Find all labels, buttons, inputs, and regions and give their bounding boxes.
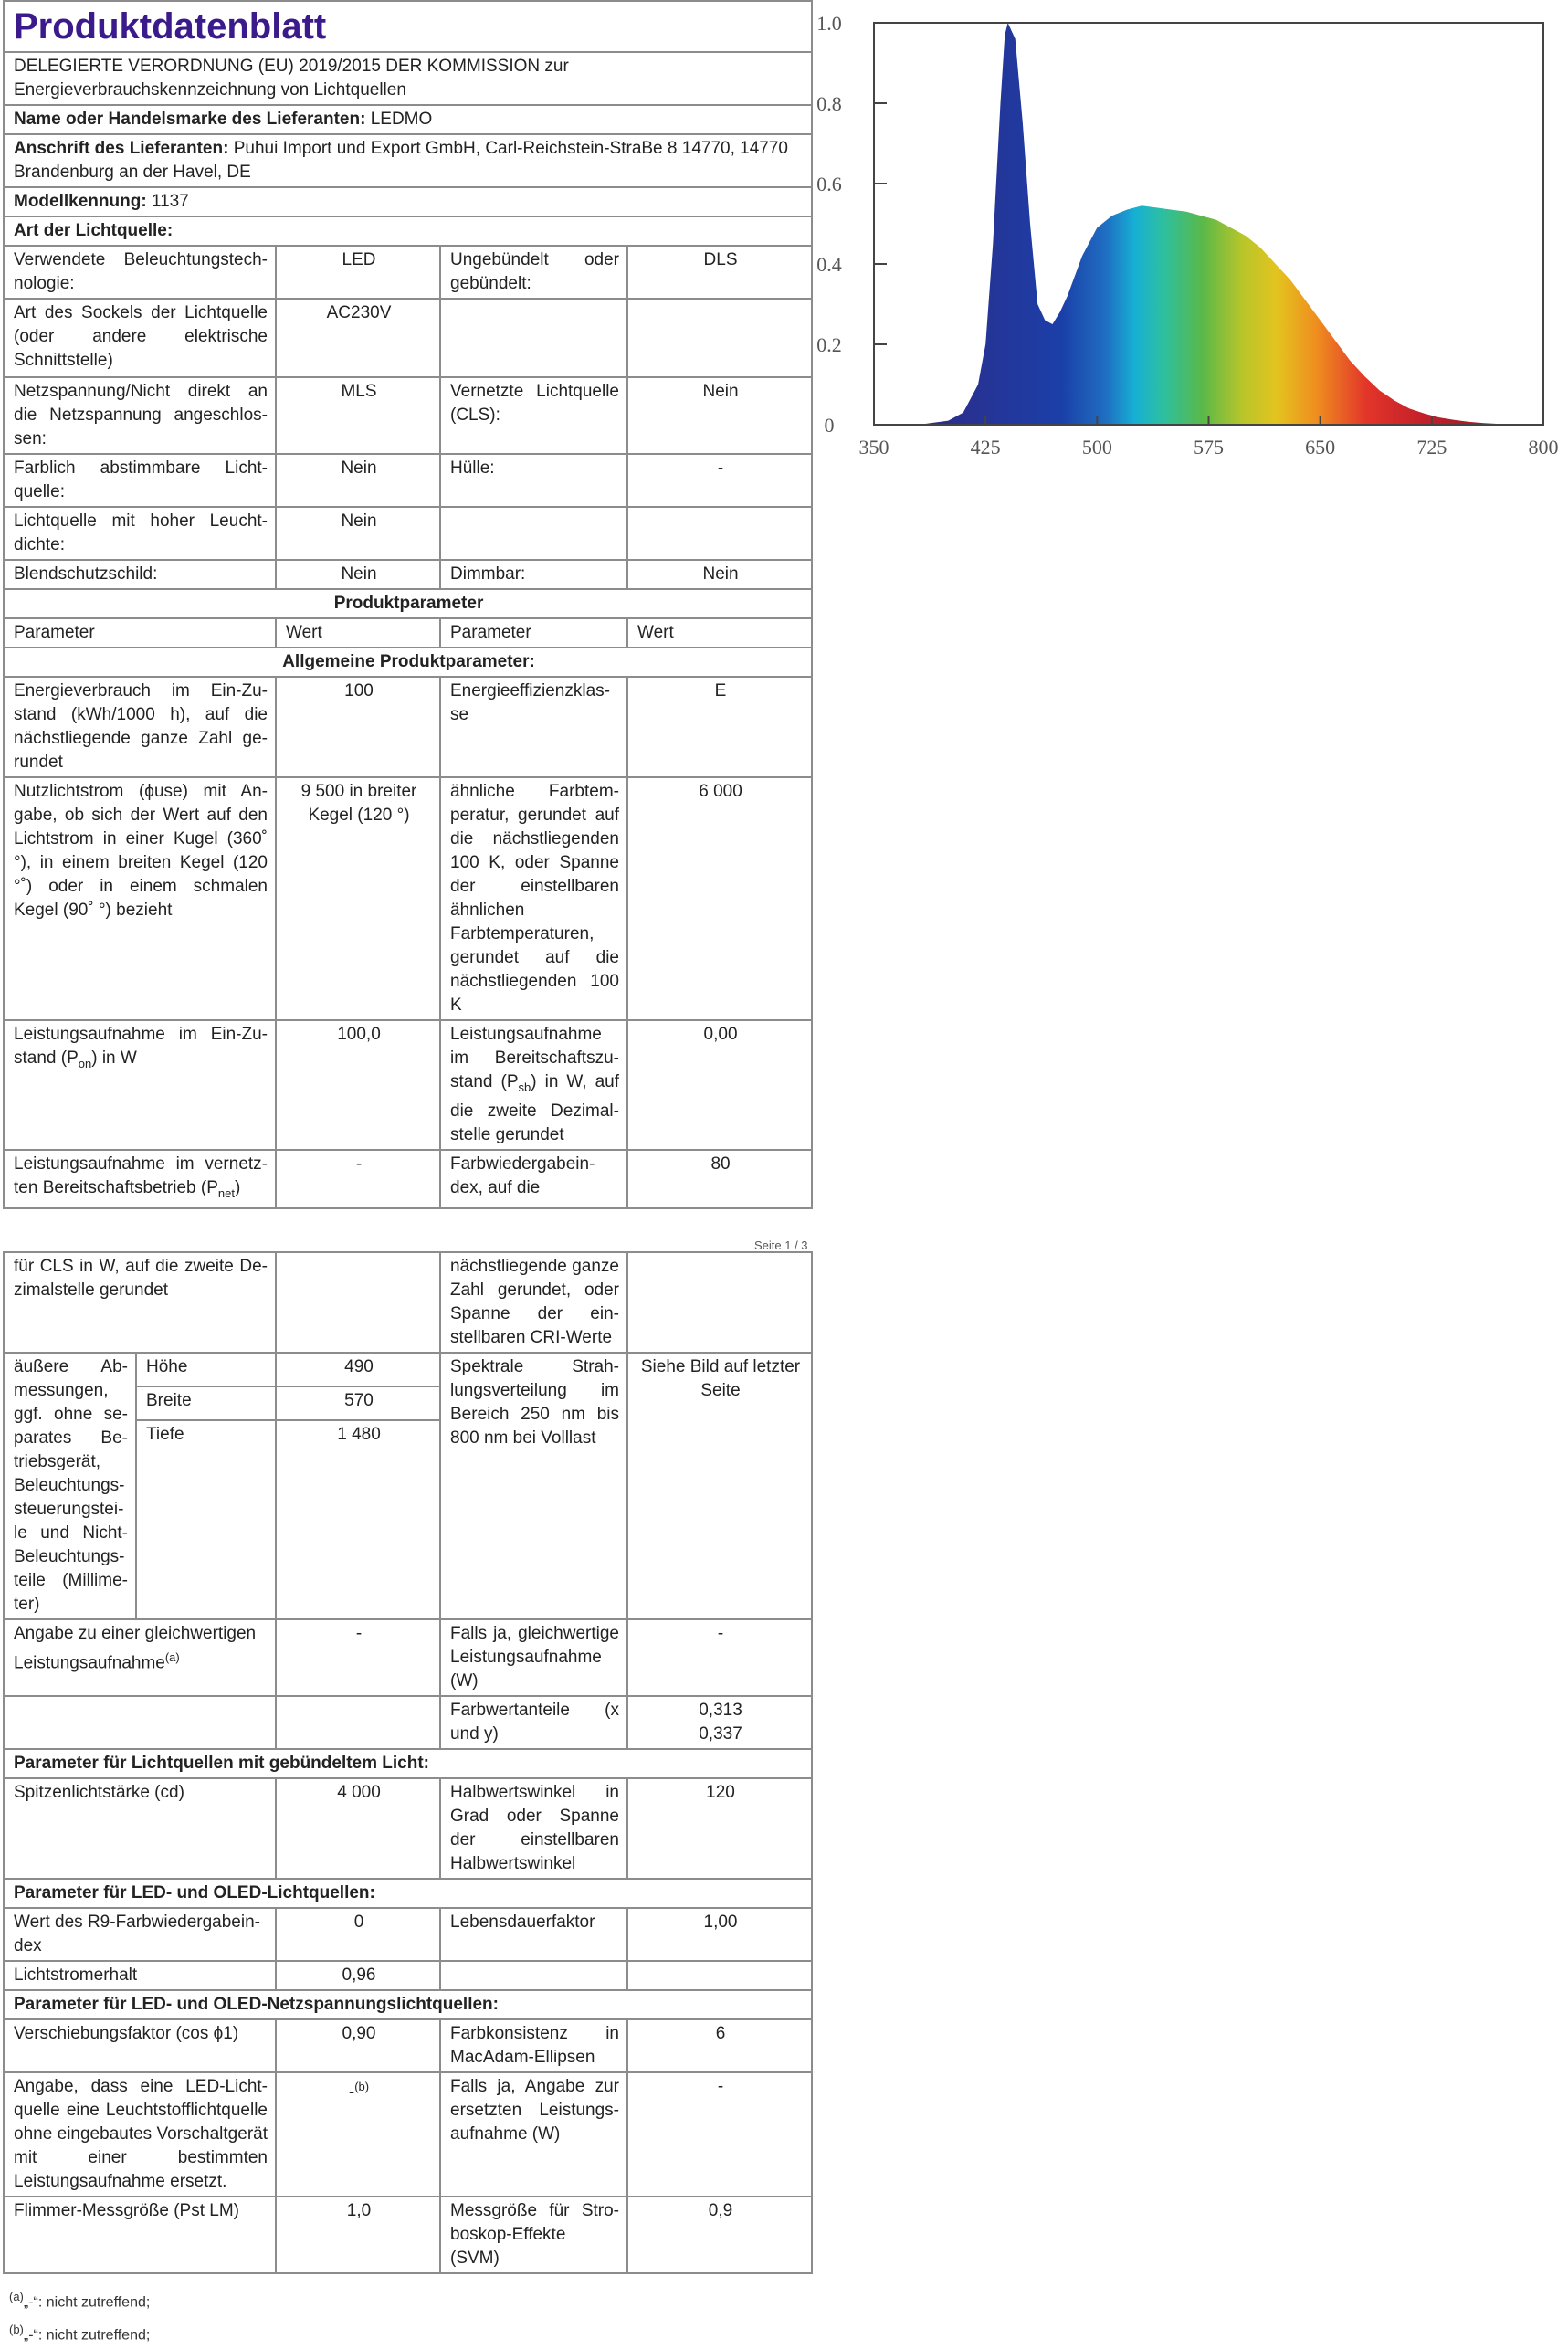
power-networked-sub: net bbox=[217, 1186, 235, 1200]
type-param: Vernetzte Lichtquelle (CLS): bbox=[440, 377, 627, 454]
cri-label: Farbwiedergabeindex, auf die bbox=[440, 1150, 627, 1208]
type-value: AC230V bbox=[276, 299, 440, 377]
r9-value: 0 bbox=[276, 1908, 440, 1961]
chromaticity-label: Farbwertanteile (x und y) bbox=[440, 1696, 627, 1749]
power-standby-text: Leistungsaufnahme im Bereitschaftszustand (P bbox=[450, 1025, 619, 1091]
luminous-flux-label: Nutzlichtstrom (ϕuse) mit Angabe, ob sich der Wert auf den Lichtstrom in einer Kugel (360˚ °), in einem breiten Kegel (120 °˚) oder in einem schmalen Kegel (90˚ °) bezieht bbox=[4, 777, 276, 1020]
model-value: 1137 bbox=[151, 192, 189, 211]
peak-intensity-label: Spitzenlichtstärke (cd) bbox=[4, 1778, 276, 1879]
section-title-produktparameter: Produktparameter bbox=[4, 589, 812, 618]
chart-plot-area bbox=[816, 12, 1558, 458]
section-title-general: Allgemeine Produktparameter: bbox=[4, 648, 812, 677]
spectral-distribution-chart bbox=[813, 0, 1568, 475]
section-title-led: Parameter für LED- und OLED-Lichtquellen: bbox=[4, 1879, 812, 1908]
footnote-text: „-“: nicht zutreffend; bbox=[23, 2327, 151, 2344]
power-networked-value: - bbox=[276, 1150, 440, 1208]
replaced-power-label: Falls ja, Angabe zur ersetzten Leistungsaufnahme (W) bbox=[440, 2072, 627, 2197]
type-value: Nein bbox=[627, 377, 812, 454]
power-standby-text-end: ) in W, auf die zweite Dezimalstelle gerundet bbox=[450, 1072, 620, 1144]
type-value: Nein bbox=[276, 560, 440, 589]
replacement-claim-value bbox=[276, 2072, 440, 2197]
type-row bbox=[4, 246, 812, 299]
footnote-mark: (b) bbox=[9, 2323, 24, 2337]
x-tick-label: 425 bbox=[970, 436, 1001, 458]
type-row bbox=[4, 560, 812, 589]
displacement-factor-label: Verschiebungsfaktor (cos ϕ1) bbox=[4, 2019, 276, 2072]
dimensions-label: äußere Abmessungen, ggf. ohne separates Betriebsgerät, Beleuchtungssteuerungsteile und Nicht-Beleuchtungsteile (Millimeter) bbox=[4, 1353, 136, 1619]
section-row bbox=[4, 1879, 812, 1908]
equivalent-power-text: Angabe zu einer gleichwertigen Leistungsaufnahme bbox=[14, 1624, 257, 1673]
lightsource-type-row bbox=[4, 216, 812, 246]
type-param: Blendschutzschild: bbox=[4, 560, 276, 589]
y-tick-label: 0 bbox=[824, 414, 835, 437]
footnote-mark: (a) bbox=[9, 2290, 24, 2303]
empty-cell bbox=[627, 1961, 812, 1990]
param-row bbox=[4, 2072, 812, 2197]
footnote-ref-a: (a) bbox=[164, 1650, 180, 1664]
power-networked-label-cont: für CLS in W, auf die zweite Dezimalstelle gerundet bbox=[4, 1252, 276, 1353]
param-row bbox=[4, 1961, 812, 1990]
chromaticity-value bbox=[627, 1696, 812, 1749]
supplier-address-row bbox=[4, 134, 812, 187]
peak-intensity-value: 4 000 bbox=[276, 1778, 440, 1879]
param-row bbox=[4, 1696, 812, 1749]
model-label: Modellkennung: bbox=[14, 192, 147, 211]
section-title-directional: Parameter für Lichtquellen mit gebündeltem Licht: bbox=[4, 1749, 812, 1778]
chromaticity-x: 0,313 bbox=[699, 1701, 742, 1720]
x-tick-label: 650 bbox=[1305, 436, 1336, 458]
type-param: Art des Sockels der Lichtquelle (oder andere elektrische Schnittstelle) bbox=[4, 299, 276, 377]
regulation-text: DELEGIERTE VERORDNUNG (EU) 2019/2015 DER KOMMISSION zur Energieverbrauchskennzeichnung von Lichtquellen bbox=[4, 52, 812, 105]
y-tick-label: 1.0 bbox=[816, 12, 842, 35]
title-row bbox=[4, 1, 812, 52]
type-param: Netzspannung/Nicht direkt an die Netzspannung angeschlossen: bbox=[4, 377, 276, 454]
type-value bbox=[627, 507, 812, 560]
chromaticity-y: 0,337 bbox=[699, 1724, 742, 1744]
footnote-text: „-“: nicht zutreffend; bbox=[23, 2294, 151, 2311]
power-standby-value: 0,00 bbox=[627, 1020, 812, 1150]
empty-cell bbox=[276, 1696, 440, 1749]
flicker-label: Flimmer-Messgröße (Pst LM) bbox=[4, 2197, 276, 2273]
param-row bbox=[4, 677, 812, 777]
power-networked-text-end: ) bbox=[234, 1177, 241, 1197]
height-label: Höhe bbox=[136, 1353, 276, 1386]
type-param bbox=[440, 507, 627, 560]
column-header-wert: Wert bbox=[276, 618, 440, 648]
displacement-factor-value: 0,90 bbox=[276, 2019, 440, 2072]
width-value: 570 bbox=[276, 1386, 440, 1420]
x-tick-label: 575 bbox=[1194, 436, 1224, 458]
type-param: Ungebündelt oder gebündelt: bbox=[440, 246, 627, 299]
y-tick-label: 0.2 bbox=[816, 333, 842, 356]
model-cell bbox=[4, 187, 812, 216]
lightsource-type-heading: Art der Lichtquelle: bbox=[4, 216, 812, 246]
section-row bbox=[4, 1749, 812, 1778]
y-tick-label: 0.8 bbox=[816, 92, 842, 115]
column-header-parameter: Parameter bbox=[4, 618, 276, 648]
width-label: Breite bbox=[136, 1386, 276, 1420]
power-standby-label bbox=[440, 1020, 627, 1150]
type-param: Hülle: bbox=[440, 454, 627, 507]
type-param: Farblich abstimmbare Lichtquelle: bbox=[4, 454, 276, 507]
type-param: Lichtquelle mit hoher Leuchtdichte: bbox=[4, 507, 276, 560]
power-networked-label bbox=[4, 1150, 276, 1208]
power-networked-value-cont bbox=[276, 1252, 440, 1353]
x-tick-label: 725 bbox=[1416, 436, 1447, 458]
cri-value: 80 bbox=[627, 1150, 812, 1208]
type-row bbox=[4, 377, 812, 454]
footnote-b bbox=[9, 2316, 150, 2349]
type-param: Dimmbar: bbox=[440, 560, 627, 589]
param-row bbox=[4, 1252, 812, 1353]
footnotes bbox=[9, 2283, 150, 2350]
power-on-value: 100,0 bbox=[276, 1020, 440, 1150]
beam-angle-value: 120 bbox=[627, 1778, 812, 1879]
replacement-claim-label: Angabe, dass eine LED-Lichtquelle eine Leuchtstofflichtquelle ohne eingebautes Vorschaltgerät mit einer bestimmten Leistungsaufnahme ersetzt. bbox=[4, 2072, 276, 2197]
stroboscopic-label: Messgröße für Stroboskop-Effekte (SVM) bbox=[440, 2197, 627, 2273]
supplier-name-cell bbox=[4, 105, 812, 134]
type-row bbox=[4, 507, 812, 560]
cct-label: ähnliche Farbtemperatur, gerundet auf die nächstliegenden 100 K, oder Spanne der einstellbaren ähnlichen Farbtemperaturen, gerundet auf die nächstliegenden 100 K bbox=[440, 777, 627, 1020]
power-standby-sub: sb bbox=[518, 1080, 531, 1094]
footnote-a bbox=[9, 2283, 150, 2316]
lumen-maintenance-label: Lichtstromerhalt bbox=[4, 1961, 276, 1990]
page-number: Seite 1 / 3 bbox=[754, 1238, 808, 1252]
page-title: Produktdatenblatt bbox=[4, 1, 812, 52]
param-row bbox=[4, 1150, 812, 1208]
type-value: Nein bbox=[627, 560, 812, 589]
supplier-address-value: Puhui Import und Export GmbH, Carl-Reichstein-StraBe 8 14770, 14770 Brandenburg an der Havel, DE bbox=[14, 139, 788, 182]
x-tick-label: 500 bbox=[1081, 436, 1112, 458]
power-on-text-end: ) in W bbox=[91, 1049, 137, 1068]
color-consistency-label: Farbkonsistenz in MacAdam-Ellipsen bbox=[440, 2019, 627, 2072]
stroboscopic-value: 0,9 bbox=[627, 2197, 812, 2273]
section-row bbox=[4, 648, 812, 677]
color-consistency-value: 6 bbox=[627, 2019, 812, 2072]
footnote-ref-b: (b) bbox=[354, 2080, 370, 2093]
cri-value-cont bbox=[627, 1252, 812, 1353]
param-row bbox=[4, 777, 812, 1020]
cct-value: 6 000 bbox=[627, 777, 812, 1020]
y-tick-label: 0.6 bbox=[816, 173, 842, 195]
type-row bbox=[4, 299, 812, 377]
type-value: DLS bbox=[627, 246, 812, 299]
energy-consumption-label: Energieverbrauch im Ein-Zustand (kWh/1000 h), auf die nächstliegende ganze Zahl gerundet bbox=[4, 677, 276, 777]
column-header-row bbox=[4, 618, 812, 648]
type-value bbox=[627, 299, 812, 377]
equivalent-power-w-value: - bbox=[627, 1619, 812, 1696]
power-networked-text: Leistungsaufnahme im vernetzten Bereitschaftsbetrieb (P bbox=[14, 1154, 268, 1197]
datasheet-table-part2 bbox=[3, 1251, 813, 2274]
type-row bbox=[4, 454, 812, 507]
supplier-address-label: Anschrift des Lieferanten: bbox=[14, 139, 229, 158]
model-row bbox=[4, 187, 812, 216]
type-value: - bbox=[627, 454, 812, 507]
section-title-mains: Parameter für LED- und OLED-Netzspannungslichtquellen: bbox=[4, 1990, 812, 2019]
survival-factor-value: 1,00 bbox=[627, 1908, 812, 1961]
beam-angle-label: Halbwertswinkel in Grad oder Spanne der einstellbaren Halbwertswinkel bbox=[440, 1778, 627, 1879]
param-row bbox=[4, 2019, 812, 2072]
equivalent-power-w-label: Falls ja, gleichwertige Leistungsaufnahme (W) bbox=[440, 1619, 627, 1696]
energy-consumption-value: 100 bbox=[276, 677, 440, 777]
column-header-parameter: Parameter bbox=[440, 618, 627, 648]
energy-class-value: E bbox=[627, 677, 812, 777]
spectral-distribution-label: Spektrale Strahlungsverteilung im Bereich 250 nm bis 800 nm bei Volllast bbox=[440, 1353, 627, 1619]
x-tick-label: 350 bbox=[858, 436, 889, 458]
luminous-flux-value: 9 500 in breiter Kegel (120 °) bbox=[276, 777, 440, 1020]
depth-label: Tiefe bbox=[136, 1420, 276, 1619]
type-value: MLS bbox=[276, 377, 440, 454]
dimension-row bbox=[4, 1353, 812, 1386]
param-row bbox=[4, 1908, 812, 1961]
regulation-row bbox=[4, 52, 812, 105]
equivalent-power-label bbox=[4, 1619, 276, 1696]
spectrum-area bbox=[919, 23, 1543, 425]
flicker-value: 1,0 bbox=[276, 2197, 440, 2273]
depth-value: 1 480 bbox=[276, 1420, 440, 1619]
param-row bbox=[4, 1619, 812, 1696]
lumen-maintenance-value: 0,96 bbox=[276, 1961, 440, 1990]
power-on-label bbox=[4, 1020, 276, 1150]
power-on-sub: on bbox=[78, 1056, 92, 1070]
energy-class-label: Energieeffizienzklasse bbox=[440, 677, 627, 777]
type-value: Nein bbox=[276, 454, 440, 507]
r9-label: Wert des R9-Farbwiedergabeindex bbox=[4, 1908, 276, 1961]
spectral-distribution-value: Siehe Bild auf letzter Seite bbox=[627, 1353, 812, 1619]
column-header-wert: Wert bbox=[627, 618, 812, 648]
param-row bbox=[4, 1020, 812, 1150]
type-value: LED bbox=[276, 246, 440, 299]
section-row bbox=[4, 1990, 812, 2019]
cri-label-cont: nächstliegende ganze Zahl gerundet, oder Spanne der einstellbaren CRI-Werte bbox=[440, 1252, 627, 1353]
param-row bbox=[4, 2197, 812, 2273]
x-tick-label: 800 bbox=[1528, 436, 1559, 458]
replaced-power-value: - bbox=[627, 2072, 812, 2197]
datasheet-table-part1 bbox=[3, 0, 813, 1209]
supplier-address-cell bbox=[4, 134, 812, 187]
equivalent-power-value: - bbox=[276, 1619, 440, 1696]
type-value: Nein bbox=[276, 507, 440, 560]
type-param bbox=[440, 299, 627, 377]
supplier-name-label: Name oder Handelsmarke des Lieferanten: bbox=[14, 110, 366, 129]
empty-cell bbox=[440, 1961, 627, 1990]
supplier-name-value: LEDMO bbox=[370, 110, 433, 129]
param-row bbox=[4, 1778, 812, 1879]
supplier-name-row bbox=[4, 105, 812, 134]
replacement-claim-dash: - bbox=[348, 2082, 355, 2102]
section-row bbox=[4, 589, 812, 618]
type-param: Verwendete Beleuchtungstechnologie: bbox=[4, 246, 276, 299]
height-value: 490 bbox=[276, 1353, 440, 1386]
empty-cell bbox=[4, 1696, 276, 1749]
survival-factor-label: Lebensdauerfaktor bbox=[440, 1908, 627, 1961]
power-on-text: Leistungsaufnahme im Ein-Zustand (P bbox=[14, 1025, 268, 1068]
y-tick-label: 0.4 bbox=[816, 253, 842, 276]
